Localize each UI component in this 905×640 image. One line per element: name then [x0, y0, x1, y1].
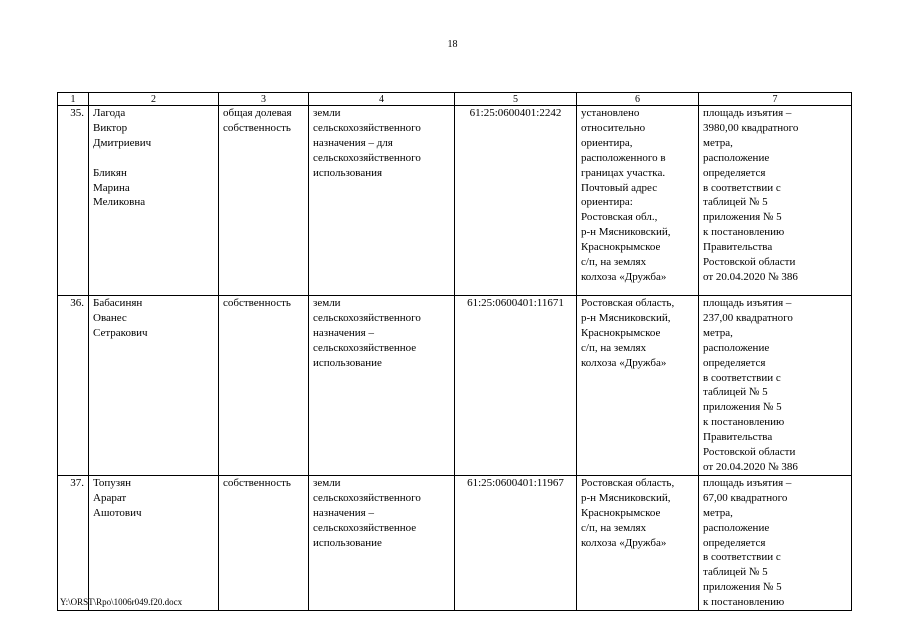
row-number: 37. — [58, 475, 89, 610]
column-header: 6 — [577, 93, 699, 106]
ownership-type: собственность — [219, 296, 309, 476]
column-header: 1 — [58, 93, 89, 106]
owner-names: Топузян Арарат Ашотович — [89, 475, 219, 610]
cadastral-number: 61:25:0600401:11967 — [455, 475, 577, 610]
owner-names: Бабасинян Ованес Сетракович — [89, 296, 219, 476]
column-header: 5 — [455, 93, 577, 106]
seizure-note: площадь изъятия – 3980,00 квадратного метра, расположение определяется в соответствии с таблицей № 5 приложения № 5 к постановлению Правительства Ростовской области от 20.04.2020 № 386 — [699, 106, 852, 296]
table-row — [58, 475, 852, 610]
file-path-footer: Y:\ORST\Rpo\1006r049.f20.docx — [60, 597, 183, 607]
address: Ростовская область, р-н Мясниковский, Краснокрымское с/п, на землях колхоза «Дружба» — [577, 296, 699, 476]
owner-names: Лагода Виктор Дмитриевич Бликян Марина Меликовна — [89, 106, 219, 296]
seizure-note: площадь изъятия – 67,00 квадратного метра, расположение определяется в соответствии с таблицей № 5 приложения № 5 к постановлению — [699, 475, 852, 610]
seizure-note: площадь изъятия – 237,00 квадратного метра, расположение определяется в соответствии с таблицей № 5 приложения № 5 к постановлению Правительства Ростовской области от 20.04.2020 № 386 — [699, 296, 852, 476]
ownership-type: собственность — [219, 475, 309, 610]
address: Ростовская область, р-н Мясниковский, Краснокрымское с/п, на землях колхоза «Дружба» — [577, 475, 699, 610]
row-number: 36. — [58, 296, 89, 476]
ownership-type: общая долевая собственность — [219, 106, 309, 296]
cadastral-number: 61:25:0600401:11671 — [455, 296, 577, 476]
column-header: 3 — [219, 93, 309, 106]
table-row — [58, 106, 852, 296]
cadastral-number: 61:25:0600401:2242 — [455, 106, 577, 296]
address: установлено относительно ориентира, расположенного в границах участка. Почтовый адрес ориентира: Ростовская обл., р-н Мясниковский, Краснокрымское с/п, на землях колхоза «Дружба» — [577, 106, 699, 296]
land-category: земли сельскохозяйственного назначения – сельскохозяйственное использование — [309, 296, 455, 476]
table-row — [58, 296, 852, 476]
row-number: 35. — [58, 106, 89, 296]
column-number-row — [58, 93, 852, 106]
column-header: 2 — [89, 93, 219, 106]
page-number: 18 — [447, 39, 458, 50]
column-header: 7 — [699, 93, 852, 106]
land-category: земли сельскохозяйственного назначения – для сельскохозяйственного использования — [309, 106, 455, 296]
column-header: 4 — [309, 93, 455, 106]
land-category: земли сельскохозяйственного назначения – сельскохозяйственное использование — [309, 475, 455, 610]
land-register-table — [57, 92, 852, 611]
